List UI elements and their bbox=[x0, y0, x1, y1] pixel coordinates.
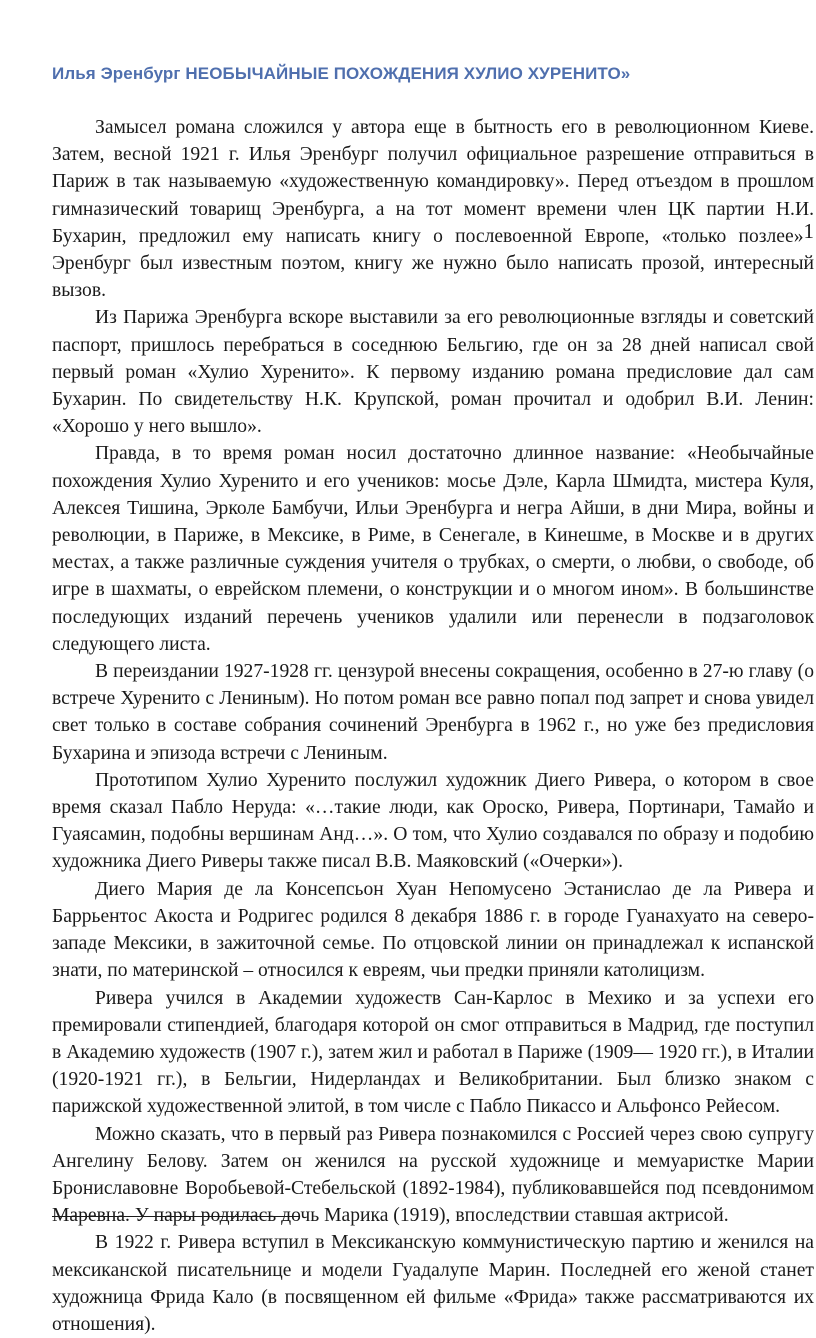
footnote-separator bbox=[52, 1216, 300, 1217]
document-title: Илья Эренбург НЕОБЫЧАЙНЫЕ ПОХОЖДЕНИЯ ХУЛИО ХУРЕНИТО» bbox=[52, 64, 631, 83]
paragraph-7: Ривера учился в Академии художеств Сан-Карлос в Мехико и за успехи его премировали стипендией, благодаря которой он смог отправиться в Мадрид, где поступил в Академию художеств (1907 г.), затем жил и работал в Париже (1909— 1920 гг.), в Италии (1920-1921 гг.), в Бельгии, Нидерландах и Великобритании. Был близко знаком с парижской художественной элитой, в том числе с Пабло Пикассо и Альфонсо Рейесом. bbox=[52, 987, 814, 1118]
paragraph-1-continuation: Эренбург был известным поэтом, книгу же нужно было написать прозой, интересный вызов. bbox=[52, 253, 814, 302]
paragraph-1-text: Замысел романа сложился у автора еще в бытность его в революционном Киеве. Затем, весной 1921 г. Илья Эренбург получил официальное разрешение отправиться в Париж в так называемую «художественную командировку». Перед отъездом в прошлом гимназический товарищ Эренбурга, а на тот момент времени член ЦК партии Н.И. Бухарин, предложил ему написать книгу о послевоенной Европе, «только позлее» bbox=[52, 117, 814, 247]
paragraph-4: В переиздании 1927-1928 гг. цензурой внесены сокращения, особенно в 27-ю главу (о встрече Хуренито с Лениным). Но потом роман все равно попал под запрет и снова увидел свет только в составе собрания сочинений Эренбурга в 1962 г., но уже без предисловия Бухарина и эпизода встречи с Лениным. bbox=[52, 661, 814, 764]
paragraph-8: Можно сказать, что в первый раз Ривера познакомился с Россией через свою супругу Ангелину Белову. Затем он женился на русской художнице и мемуаристке Марии Брониславовне Воробьевой-Стебельской (1892-1984), публиковавшейся под псевдонимом Маревна. У пары родилась дочь Марика (1919), впоследствии ставшая актрисой. bbox=[52, 1123, 814, 1227]
footnote-reference[interactable]: 1 bbox=[803, 218, 814, 243]
paragraph-9: В 1922 г. Ривера вступил в Мексиканскую коммунистическую партию и женился на мексиканской писательнице и модели Гуадалупе Марин. Последней его женой станет художница Фрида Кало (в посвященном ей фильме «Фрида» также рассматриваются их отношения). bbox=[52, 1232, 814, 1335]
paragraph-1 bbox=[52, 114, 814, 304]
paragraph-6: Диего Мария де ла Консепсьон Хуан Непомусено Эстанислао де ла Ривера и Баррьентос Акоста и Родригес родился 8 декабря 1886 г. в городе Гуанахуато на северо-западе Мексики, в зажиточной семье. По отцовской линии он принадлежал к испанской знати, по материнской – относился к евреям, чьи предки приняли католицизм. bbox=[52, 878, 814, 982]
paragraph-3: Правда, в то время роман носил достаточно длинное название: «Необычайные похождения Хулио Хуренито и его учеников: мосье Дэле, Карла Шмидта, мистера Куля, Алексея Тишина, Эрколе Бамбучи, Ильи Эренбурга и негра Айши, в дни Мира, войны и революции, в Париже, в Мексике, в Риме, в Сенегале, в Кинешме, в Москве и в других местах, а также различные суждения учителя о трубках, о смерти, о любви, о свободе, об игре в шахматы, о еврейском племени, о конструкции и о многом ином». В большинстве последующих изданий перечень учеников удалили или перенесли в подзаголовок следующего листа. bbox=[52, 443, 814, 655]
paragraph-5: Прототипом Хулио Хуренито послужил художник Диего Ривера, о котором в свое время сказал Пабло Неруда: «…такие люди, как Ороско, Ривера, Портинари, Тамайо и Гуаясамин, подобны вершинам Анд…». О том, что Хулио создавался по образу и подобию художника Диего Риверы также писал В.В. Маяковский («Очерки»). bbox=[52, 769, 814, 873]
paragraph-2: Из Парижа Эренбурга вскоре выставили за его революционные взгляды и советский паспорт, пришлось перебраться в соседнюю Бельгию, где он за 28 дней написал свой первый роман «Хулио Хуренито». К первому изданию романа предисловие дал сам Бухарин. По свидетельству Н.К. Крупской, роман прочитал и одобрил В.И. Ленин: «Хорошо у него вышло». bbox=[52, 307, 814, 438]
document-body bbox=[52, 114, 814, 1338]
